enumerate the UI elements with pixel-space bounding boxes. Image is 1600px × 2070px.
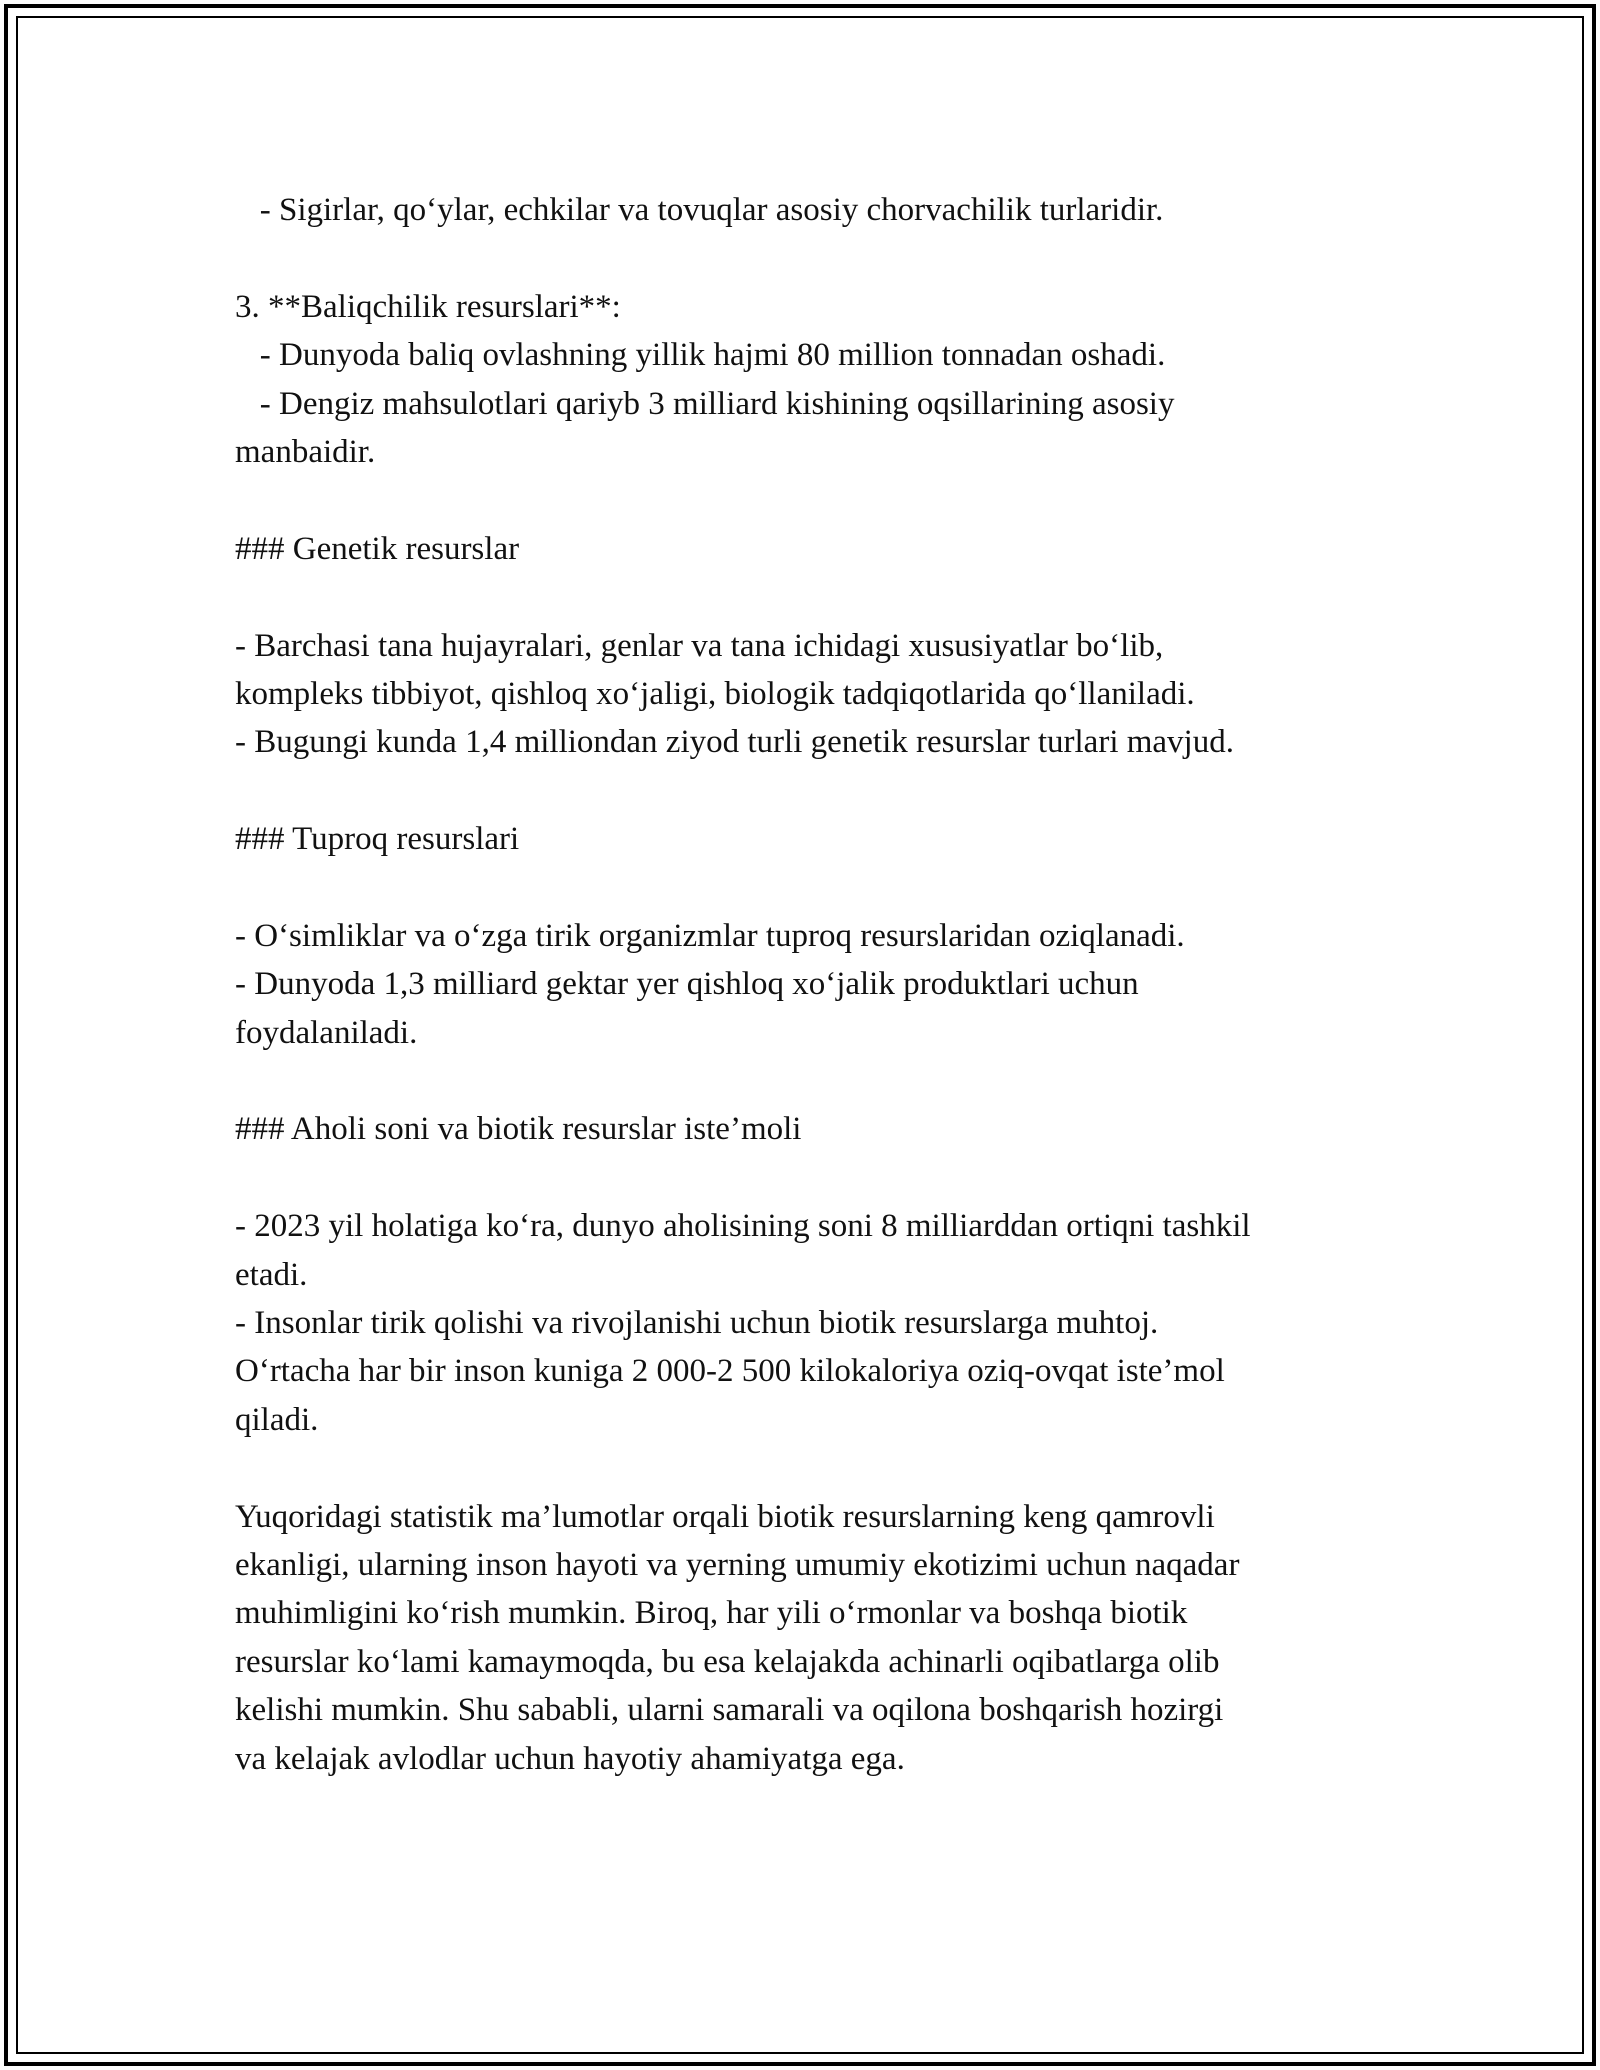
- blank-line: [235, 476, 1395, 524]
- text-line: Yuqoridagi statistik ma’lumotlar orqali biotik resurslarning keng qamrovli: [235, 1498, 1215, 1535]
- blank-line: [235, 1057, 1395, 1105]
- text-line: foydalaniladi.: [235, 1014, 418, 1051]
- text-line: manbaidir.: [235, 433, 376, 470]
- bullet-line: - O‘simliklar va o‘zga tirik organizmlar tuproq resurslaridan oziqlanadi.: [235, 917, 1185, 954]
- bullet-line: - Barchasi tana hujayralari, genlar va tana ichidagi xususiyatlar bo‘lib,: [235, 627, 1164, 664]
- bullet-line: - Dengiz mahsulotlari qariyb 3 milliard kishining oqsillarining asosiy: [235, 385, 1175, 422]
- text-line: kelishi mumkin. Shu sababli, ularni samarali va oqilona boshqarish hozirgi: [235, 1692, 1224, 1729]
- bullet-line: - 2023 yil holatiga ko‘ra, dunyo aholisining soni 8 milliarddan ortiqni tashkil: [235, 1208, 1251, 1245]
- bullet-line: - Insonlar tirik qolishi va rivojlanishi uchun biotik resurslarga muhtoj.: [235, 1304, 1159, 1341]
- bullet-line: - Dunyoda baliq ovlashning yillik hajmi 80 million tonnadan oshadi.: [235, 337, 1166, 374]
- section-heading: ### Genetik resurslar: [235, 530, 520, 567]
- text-line: muhimligini ko‘rish mumkin. Biroq, har yili o‘rmonlar va boshqa biotik: [235, 1595, 1188, 1632]
- blank-line: [235, 234, 1395, 282]
- text-line: O‘rtacha har bir inson kuniga 2 000-2 500 kilokaloriya oziq-ovqat iste’mol: [235, 1353, 1225, 1390]
- blank-line: [235, 1444, 1395, 1492]
- bullet-line: - Sigirlar, qo‘ylar, echkilar va tovuqlar asosiy chorvachilik turlaridir.: [235, 192, 1164, 228]
- text-line: kompleks tibbiyot, qishloq xo‘jaligi, biologik tadqiqotlarida qo‘llaniladi.: [235, 675, 1195, 712]
- numbered-heading: 3. **Baliqchilik resurslari**:: [235, 288, 621, 325]
- text-line: va kelajak avlodlar uchun hayotiy ahamiyatga ega.: [235, 1740, 905, 1777]
- blank-line: [235, 767, 1395, 815]
- blank-line: [235, 573, 1395, 621]
- text-line: resurslar ko‘lami kamaymoqda, bu esa kelajakda achinarli oqibatlarga olib: [235, 1643, 1220, 1680]
- section-heading: ### Tuproq resurslari: [235, 821, 520, 858]
- text-line: etadi.: [235, 1256, 308, 1293]
- blank-line: [235, 1154, 1395, 1202]
- bullet-line: - Bugungi kunda 1,4 milliondan ziyod turli genetik resurslar turlari mavjud.: [235, 724, 1234, 761]
- bullet-line: - Dunyoda 1,3 milliard gektar yer qishloq xo‘jalik produktlari uchun: [235, 966, 1139, 1003]
- document-body: [235, 186, 1395, 1783]
- text-line: qiladi.: [235, 1401, 319, 1438]
- section-heading: ### Aholi soni va biotik resurslar iste’moli: [235, 1111, 802, 1148]
- blank-line: [235, 863, 1395, 911]
- text-line: ekanligi, ularning inson hayoti va yerning umumiy ekotizimi uchun naqadar: [235, 1546, 1240, 1583]
